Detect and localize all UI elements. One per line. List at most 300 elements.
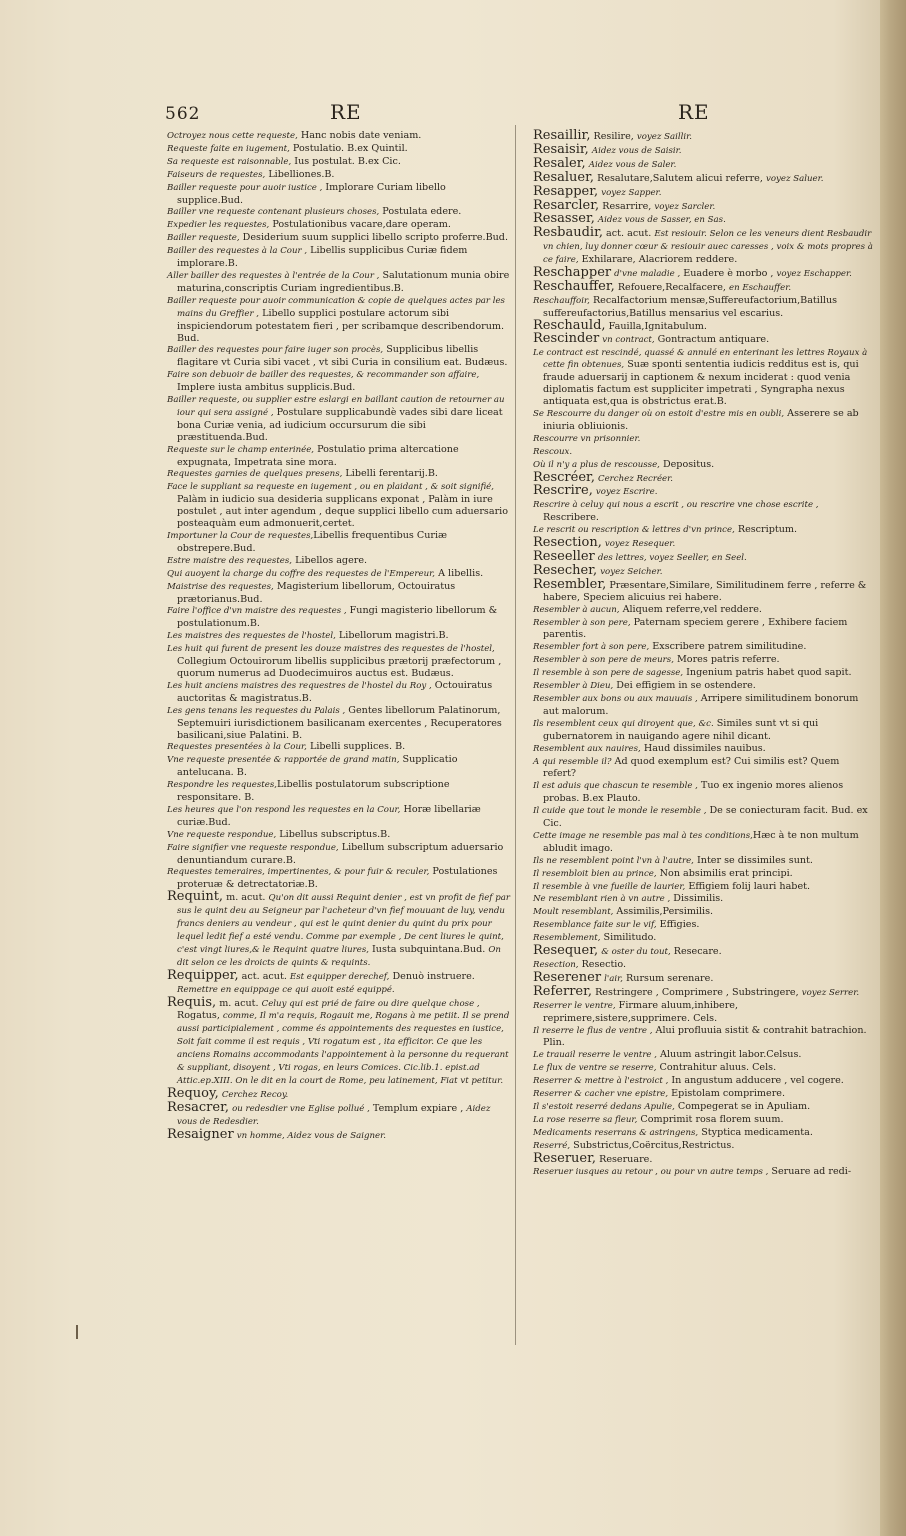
french-text: voyez Seicher. — [600, 566, 663, 577]
latin-text: Tuo ex ingenio mores alienos probas. B.ex Plauto. — [543, 780, 844, 805]
left-column — [167, 130, 511, 1143]
dictionary-entry — [533, 1025, 875, 1050]
latin-text: Templum expiare , — [369, 1102, 467, 1114]
dictionary-entry — [167, 156, 511, 169]
french-text: Il resembloit bien au prince, — [533, 868, 657, 879]
french-text: Il resemble à vne fueille de laurier, — [533, 881, 686, 892]
french-text: Requeste faite en iugement, — [167, 143, 290, 154]
latin-text: Gentes libellorum Palatinorum, Septemuiri iurisdictionem basilicanam exercentes , Recuperatores basilicani,siue Palatini. B. — [177, 704, 502, 741]
latin-text: Aluum astringit labor.Celsus. — [656, 1049, 802, 1061]
dictionary-entry — [533, 654, 875, 667]
latin-text: Asserere se ab iniuria obliuionis. — [543, 408, 859, 432]
dictionary-entry — [533, 499, 875, 524]
latin-text: Resalutare,Salutem alicui referre, — [594, 172, 766, 184]
french-text: Il s'estoit reserré dedans Apulie, — [533, 1101, 675, 1112]
entry-headword: Resasser, — [533, 211, 595, 227]
latin-text: Depositus. — [659, 458, 715, 470]
dictionary-entry — [167, 568, 511, 581]
dictionary-entry — [533, 1049, 875, 1062]
dictionary-entry — [533, 693, 875, 718]
french-text: comme, Il m'a requis, Rogauit me, Rogans à me petiit. Il se prend aussi participialement , comme és appointements des requestes en iustice, Soit fait comme il est requis , Vti rogatum est , ita efficitor. Ce que les anciens Romains accommodants l'appointement à la personne du requerant & suppliant, disoyent , Vti rogas, en leurs Comices. Cic.lib.1. epist.ad Attic.ep.XIII. On le dit en la court de Rome, peu latinement, Fiat vt petitur. — [177, 1011, 510, 1086]
french-text: Cerchez Recréer. — [598, 473, 674, 484]
dictionary-entry — [533, 617, 875, 642]
latin-text: Postulatio prima altercatione expugnata, Impetrata sine mora. — [177, 443, 459, 468]
dictionary-entry — [167, 182, 511, 207]
french-text: Reserrer & mettre à l'estroict , — [533, 1076, 669, 1087]
entry-headword: Requipper, — [167, 967, 239, 983]
entry-headword: Resapper, — [533, 183, 599, 199]
french-text: Le rescrit ou rescription & lettres d'vn prince, — [533, 525, 735, 536]
latin-text: Restringere , Comprimere , Substringere, — [592, 986, 802, 998]
french-text: Il reserre le flus de ventre , — [533, 1025, 653, 1036]
french-text: Aidez vous de Saler. — [588, 159, 677, 170]
french-text: Les huit qui furent de present les douze maistres des requestes de l'hostel, — [167, 644, 495, 655]
french-text: d'vne maladie , — [614, 269, 681, 280]
dictionary-entry — [533, 1075, 875, 1088]
running-head-left: RE — [330, 100, 362, 124]
latin-text: Octouiratus auctoritas & magistratus.B. — [177, 679, 493, 704]
dictionary-entry — [167, 130, 511, 143]
french-text: en Eschauffer. — [728, 282, 792, 293]
latin-text: Substrictus,Coërcitus,Restrictus. — [570, 1139, 735, 1151]
french-text: Sa requeste est raisonnable, — [167, 156, 292, 167]
french-text: Resembler à son pere de meurs, — [533, 655, 674, 666]
dictionary-entry — [167, 705, 511, 742]
french-text: Les maistres des requestes de l'hostel, — [167, 631, 336, 642]
dictionary-entry — [533, 855, 875, 868]
dictionary-entry — [167, 643, 511, 680]
french-text: Resemblance faite sur le vif, — [533, 920, 657, 931]
french-text: Resembler à son pere, — [533, 617, 631, 628]
french-text: Moult resemblant, — [533, 907, 614, 918]
french-text: Requestes presentées à la Cour, — [167, 742, 307, 753]
latin-text: Euadere è morbo , — [680, 268, 777, 280]
french-text: Est resiouir. Selon ce les veneurs dient Resbaudir vn chien, luy donner cœur & resiouir auec caresses , voix & mots propres à ce faire, — [543, 229, 873, 266]
dictionary-entry — [533, 433, 875, 446]
french-text: Faire l'office d'vn maistre des requestes , — [167, 606, 347, 617]
latin-text: Arripere similitudinem bonorum aut malorum. — [543, 692, 859, 717]
french-text: Resemblent aux nauires, — [533, 743, 641, 754]
page-gutter-shadow — [880, 0, 906, 1536]
latin-text: act. acut. — [238, 970, 290, 982]
latin-text: Seruare ad redi- — [768, 1165, 852, 1177]
latin-text: Recalfactorium mensæ,Suffereufactorium,Batillus suffereufactorius,Batillus mensarius vel escarius. — [543, 294, 838, 319]
column-rule — [515, 125, 516, 1345]
french-text: Requestes garnies de quelques presens, — [167, 469, 343, 480]
french-text: Bailler requeste pour auoir iustice , — [167, 182, 323, 193]
latin-text: In angustum adducere , vel cogere. — [668, 1075, 844, 1087]
latin-text: Libellis frequentibus Curiæ obstrepere.Bud. — [177, 530, 448, 554]
dictionary-entry — [533, 983, 875, 1000]
latin-text: m. acut. — [223, 892, 269, 904]
french-text: Bailler requeste, — [167, 233, 240, 244]
french-text: Resembler fort à son pere, — [533, 642, 650, 653]
dictionary-entry — [167, 143, 511, 156]
french-text: Vne requeste presentée & rapportée de grand matin, — [167, 755, 400, 766]
dictionary-entry — [533, 718, 875, 743]
dictionary-entry — [533, 743, 875, 756]
french-text: ou redesdier vne Eglise pollué , — [232, 1103, 370, 1114]
latin-text: Dissimilis. — [670, 893, 724, 905]
latin-text: Libellus subscriptus.B. — [276, 828, 391, 840]
entry-headword: Reschapper — [533, 265, 612, 281]
french-text: voyez Saluer. — [765, 173, 824, 184]
french-text: Vne requeste respondue, — [167, 829, 277, 840]
dictionary-entry — [167, 245, 511, 270]
french-text: Resemblement, — [533, 933, 601, 944]
latin-text: Resilire, — [590, 131, 637, 142]
latin-text: Refouere,Recalfacere, — [614, 281, 729, 293]
entry-headword: Referrer, — [533, 983, 593, 999]
dictionary-entry — [533, 680, 875, 693]
latin-text: Desiderium suum supplici libello scripto proferre.Bud. — [239, 232, 509, 244]
latin-text: Ingenium patris habet quod sapit. — [683, 667, 852, 679]
dictionary-entry — [167, 741, 511, 754]
french-text: Bailler requeste pour auoir communication & copie de quelques actes par les mains du Greffier , — [167, 295, 505, 319]
latin-text: Firmare aluum,inhibere, reprimere,sistere,supprimere. Cels. — [543, 999, 739, 1024]
latin-text: Libellorum magistri.B. — [335, 630, 449, 642]
latin-text: Palàm in iudicio sua desideria supplicans exponat , Palàm in iure postulet , aut inter agendum , deque supplici libello cum aduersario posteaquàm eum admonuerit,certet. — [177, 494, 508, 530]
dictionary-entry — [533, 604, 875, 617]
latin-text: Postulata edere. — [379, 206, 462, 218]
french-text: Importuner la Cour de requestes, — [167, 531, 314, 541]
french-text: On dit selon ce les droicts de quints & requints. — [177, 944, 501, 968]
dictionary-entry — [533, 1166, 875, 1179]
latin-text: Reseruare. — [596, 1153, 653, 1165]
latin-text: Præsentare,Similare, Similitudinem ferre , referre & habere, Speciem alicuius rei habere. — [543, 579, 867, 603]
dictionary-entry — [533, 1000, 875, 1025]
latin-text: Magisterium libellorum, Octouiratus prætorianus.Bud. — [177, 580, 456, 605]
french-text: Resembler à Dieu, — [533, 681, 614, 692]
french-text: Aidez vous de Sasser, en Sas. — [597, 215, 726, 226]
dictionary-entry — [167, 481, 511, 530]
french-text: Reserré, — [533, 1140, 571, 1151]
entry-headword: Resequer, — [533, 943, 599, 959]
latin-text: Libello supplici postulare actorum sibi inspiciendorum potestatem fieri , per scribamque describendorum. Bud. — [177, 307, 505, 344]
dictionary-entry — [533, 1127, 875, 1140]
french-text: Aller bailler des requestes à l'entrée de la Cour , — [167, 270, 380, 281]
entry-headword: Reschauffer, — [533, 278, 615, 294]
french-text: Est equipper derechef, — [289, 971, 390, 982]
entry-headword: Resbaudir, — [533, 225, 603, 241]
french-text: Ne resemblant rien à vn autre , — [533, 894, 671, 905]
latin-text: Postulationibus vacare,dare operam. — [269, 219, 451, 231]
french-text: Requeste sur le champ enterinée, — [167, 444, 315, 455]
latin-text: Fungi magisterio libellorum & postulationum.B. — [177, 605, 498, 630]
french-text: Expedier les requestes, — [167, 220, 270, 231]
latin-text: Suæ sponti sententia iudicis redditus est is, qui fraude aduersarij in captionem & nexum inciderat : quod venia diplomatis factum est suppliciter impetrati , Syngrapha nexus antiquata est,qua is obstrictus erat.B. — [543, 359, 859, 408]
dictionary-entry — [167, 1126, 511, 1143]
latin-text: Exscribere patrem similitudine. — [649, 641, 807, 653]
dictionary-entry — [167, 295, 511, 345]
french-text: Cerchez Recoy. — [221, 1089, 289, 1100]
entry-headword: Resembler, — [533, 576, 607, 592]
dictionary-entry — [533, 1062, 875, 1075]
french-text: Bailler des requestes pour faire iuger son procès, — [167, 345, 384, 356]
latin-text: Postulare supplicabundè vades sibi dare liceat bona Curiæ venia, ad iudicium occursurum die sibi præstituenda.Bud. — [177, 406, 503, 443]
dictionary-entry — [533, 641, 875, 654]
latin-text: Effigies. — [656, 919, 700, 931]
french-text: Le contract est rescindé, quassé & annulé en enterinant les lettres Royaux à cette fin obtenues, — [533, 347, 868, 371]
latin-text: Rescribere. — [543, 512, 599, 524]
dictionary-entry — [533, 667, 875, 680]
french-text: voyez Resequer. — [604, 539, 676, 550]
latin-text: Aliquem referre,vel reddere. — [619, 603, 762, 615]
french-text: Se Rescourre du danger où on estoit d'estre mis en oubli, — [533, 409, 785, 420]
entry-headword: Requoy, — [167, 1085, 219, 1101]
french-text: Ils resemblent ceux qui diroyent que, &c. — [533, 718, 714, 729]
french-text: Requestes temeraires, impertinentes, & pour fuir & reculer, — [167, 867, 430, 878]
french-text: Resection, — [533, 960, 579, 970]
latin-text: Horæ libellariæ curiæ.Bud. — [177, 803, 481, 828]
dictionary-entry — [167, 232, 511, 245]
french-text: Aidez vous de Saisir. — [591, 145, 682, 156]
dictionary-entry — [533, 295, 875, 320]
french-text: voyez Eschapper. — [776, 269, 852, 280]
french-text: Rescoux. — [533, 446, 573, 457]
dictionary-entry — [167, 468, 511, 481]
entry-headword: Resaillir, — [533, 128, 591, 143]
french-text: Respondre les requestes, — [167, 780, 277, 791]
dictionary-entry — [167, 994, 511, 1088]
dictionary-entry — [167, 891, 511, 969]
latin-text: Salutationum munia obire maturina,conscriptis Curiam ingredientibus.B. — [177, 269, 510, 294]
french-text: Resembler à aucun, — [533, 604, 620, 615]
latin-text: Implorare Curiam libello supplice.Bud. — [177, 181, 446, 206]
latin-text: Inter se dissimiles sunt. — [693, 854, 813, 866]
french-text: vn homme, Aidez vous de Saigner. — [236, 1130, 387, 1141]
latin-text: Resectio. — [578, 959, 627, 970]
dictionary-entry — [167, 270, 511, 295]
dictionary-entry — [533, 1150, 875, 1166]
french-text: La rose reserre sa fleur, — [533, 1114, 638, 1125]
latin-text: Rursum serenare. — [623, 972, 714, 984]
running-head-right: RE — [678, 100, 710, 124]
dictionary-entry — [167, 581, 511, 606]
entry-headword: Resacrer, — [167, 1099, 230, 1115]
dictionary-entry — [533, 1088, 875, 1101]
french-text: Il resemble à son pere de sagesse, — [533, 668, 684, 679]
dictionary-entry — [533, 893, 875, 906]
latin-text: Collegium Octouirorum libellis supplicibus prætorij præfectorum , quorum numerus ad Duodecimuiros auctus est. Budæus. — [177, 656, 502, 679]
entry-headword: Reserener — [533, 969, 602, 985]
latin-text: Denuò instruere. — [389, 970, 475, 982]
dictionary-entry — [533, 805, 875, 830]
entry-headword: Reseeller — [533, 549, 595, 564]
entry-headword: Requint, — [167, 889, 224, 905]
french-text: l'air, — [604, 973, 623, 984]
french-text: Medicaments reserrans & astringens, — [533, 1127, 699, 1138]
latin-text: Resarrire, — [599, 200, 655, 212]
french-text: voyez Sarcler. — [654, 201, 716, 212]
latin-text: Resecare. — [670, 946, 722, 958]
latin-text: A libellis. — [435, 567, 484, 579]
french-text: Qui auoyent la charge du coffre des requestes de l'Empereur, — [167, 568, 436, 579]
latin-text: act. acut. — [603, 228, 655, 240]
latin-text: Ad quod exemplum est? Cui similis est? Quem refert? — [543, 755, 840, 780]
french-text: Il est aduis que chascun te resemble , — [533, 781, 698, 792]
latin-text: Implere iusta ambitus supplicis.Bud. — [177, 382, 356, 394]
french-text: vn contract, — [602, 334, 655, 345]
french-text: Qu'on dit aussi Requint denier , est vn profit de fief par sus le quint deu au Seigneur par l'acheteur d'vn fief mouuant de luy, vendu francs deniers au vendeur , qui est le quint denier du quint du prix pour lequel ledit fief a esté vendu. Comme par exemple , De cent liures le quint, c'est vingt liures,& le Requint quatre liures, — [177, 893, 510, 955]
latin-text: Mores patris referre. — [673, 654, 780, 666]
latin-text: Haud dissimiles nauibus. — [640, 742, 766, 754]
dictionary-entry — [533, 278, 875, 295]
french-text: A qui resemble il? — [533, 756, 612, 767]
dictionary-entry — [167, 344, 511, 369]
dictionary-entry — [533, 446, 875, 459]
latin-text: Hanc nobis date veniam. — [297, 130, 422, 141]
latin-text: m. acut. — [216, 997, 262, 1009]
dictionary-entry — [167, 169, 511, 182]
latin-text: Postulationes proteruæ & detrectatoriæ.B. — [177, 866, 498, 891]
latin-text: Styptica medicamenta. — [698, 1126, 813, 1138]
dictionary-entry — [167, 866, 511, 891]
dictionary-entry — [533, 347, 875, 409]
latin-text: Fauilla,Ignitabulum. — [605, 320, 707, 332]
dictionary-entry — [167, 630, 511, 643]
latin-text: Ius postulat. B.ex Cic. — [291, 155, 401, 167]
dictionary-entry — [533, 881, 875, 894]
latin-text: Effigiem folij lauri habet. — [685, 880, 811, 892]
french-text: Rescrire à celuy qui nous a escrit , ou rescrire vne chose escrite , — [533, 500, 819, 511]
latin-text: Hæc à te non multum abludit imago. — [543, 829, 859, 854]
dictionary-entry — [167, 680, 511, 705]
dictionary-entry — [533, 906, 875, 919]
french-text: Celuy qui est prié de faire ou dire quelque chose , — [261, 998, 480, 1009]
dictionary-entry — [533, 485, 875, 499]
dictionary-entry — [167, 530, 511, 555]
latin-text: Postulatio. B.ex Quintil. — [289, 142, 408, 154]
dictionary-entry — [533, 780, 875, 805]
dictionary-entry — [167, 206, 511, 219]
latin-text: Compegerat se in Apuliam. — [674, 1100, 811, 1112]
dictionary-entry — [167, 829, 511, 842]
french-text: Maistrise des requestes, — [167, 581, 274, 592]
dictionary-entry — [167, 1099, 511, 1129]
entry-headword: Resaigner — [167, 1126, 234, 1142]
entry-headword: Resection, — [533, 535, 602, 551]
dictionary-entry — [167, 754, 511, 779]
french-text: des lettres, voyez Seeller, en Seel. — [597, 553, 747, 563]
entry-headword: Resaler, — [533, 155, 586, 171]
latin-text: Libellos agere. — [292, 554, 368, 566]
french-text: Cette image ne resemble pas mal à tes conditions, — [533, 830, 753, 841]
dictionary-entry — [533, 408, 875, 433]
french-text: voyez Serrer. — [801, 987, 860, 998]
french-text: Face le suppliant sa requeste en iugement , ou en plaidant , & soit signifié, — [167, 482, 495, 493]
dictionary-entry — [167, 219, 511, 232]
latin-text: Libellis postulatorum subscriptione responsitare. B. — [177, 779, 450, 804]
french-text: Les huit anciens maistres des requestres de l'hostel du Roy , — [167, 680, 432, 691]
entry-headword: Rescréer, — [533, 469, 595, 485]
french-text: Reserrer le ventre, — [533, 1000, 616, 1011]
dictionary-entry — [533, 756, 875, 781]
latin-text: Exhilarare, Alacriorem reddere. — [578, 254, 738, 266]
latin-text: Gontractum antiquare. — [654, 333, 770, 345]
french-text: Reschauffoir, — [533, 295, 590, 306]
dictionary-entry — [167, 555, 511, 568]
latin-text: Libellis supplicibus Curiæ fidem implorare.B. — [177, 245, 468, 270]
french-text: Il cuide que tout le monde le resemble , — [533, 806, 707, 817]
entry-headword: Resaisir, — [533, 141, 589, 157]
french-text: Reseruer iusques au retour , ou pour vn autre temps , — [533, 1166, 769, 1177]
french-text: Le flux de ventre se reserre, — [533, 1063, 657, 1074]
french-text: Remettre en equippage ce qui auoit esté equippé. — [177, 984, 395, 995]
french-text: Estre maistre des requestes, — [167, 555, 293, 566]
latin-text: Paternam speciem gerere , Exhibere faciem parentis. — [543, 616, 848, 641]
latin-text: Libelli supplices. B. — [306, 741, 406, 753]
french-text: Bailler vne requeste contenant plusieurs choses, — [167, 207, 380, 218]
french-text: Rescourre vn prisonnier. — [533, 433, 641, 444]
dictionary-entry — [167, 444, 511, 469]
latin-text: Libelliones.B. — [265, 168, 335, 180]
latin-text: Contrahitur aluus. Cels. — [656, 1062, 777, 1074]
dictionary-entry — [167, 842, 511, 867]
entry-headword: Resarcler, — [533, 197, 600, 213]
french-text: voyez Saillir. — [636, 132, 693, 142]
french-text: Bailler des requestes à la Cour , — [167, 246, 308, 257]
entry-headword: Rescrire, — [533, 483, 593, 499]
french-text: Aidez vous de Redesdier. — [177, 1103, 491, 1127]
latin-text: Similitudo. — [600, 932, 657, 944]
entry-headword: Rescinder — [533, 330, 600, 346]
latin-text: Supplicibus libellis flagitare vt Curia sibi vacet , vt sibi Curia in consilium eat. Budæus. — [177, 344, 508, 369]
dictionary-entry — [533, 919, 875, 932]
french-text: Le trauail reserre le ventre , — [533, 1050, 657, 1061]
latin-text: Rescriptum. — [734, 524, 798, 536]
entry-headword: Resaluer, — [533, 169, 595, 185]
french-text: Faiseurs de requestes, — [167, 169, 266, 180]
latin-text: Comprimit rosa florem suum. — [637, 1113, 784, 1125]
french-text: Ils ne resemblent point l'vn à l'autre, — [533, 855, 694, 866]
french-text: & oster du tout, — [601, 947, 671, 958]
dictionary-entry — [167, 804, 511, 829]
dictionary-entry — [533, 945, 875, 959]
latin-text: Libelli ferentarij.B. — [342, 468, 438, 480]
dictionary-entry — [533, 576, 875, 604]
dictionary-entry — [167, 779, 511, 804]
french-text: Où il n'y a plus de rescousse, — [533, 459, 660, 470]
latin-text: Epistolam comprimere. — [668, 1088, 786, 1100]
entry-headword: Requis, — [167, 994, 217, 1010]
latin-text: Supplicatio antelucana. B. — [177, 754, 458, 779]
latin-text: Non absimilis erat principi. — [656, 867, 793, 879]
dictionary-entry — [167, 605, 511, 630]
french-text: voyez Escrire. — [595, 487, 658, 498]
french-text: Faire son debuoir de bailler des requestes, & recommander son affaire, — [167, 370, 480, 381]
dictionary-entry — [167, 394, 511, 444]
entry-headword: Reschauld, — [533, 317, 606, 333]
dictionary-entry — [533, 868, 875, 881]
french-text: Resembler aux bons ou aux mauuais , — [533, 693, 698, 704]
entry-headword: Reseruer, — [533, 1150, 597, 1166]
latin-text: Alui profluuia sistit & contrahit batrachion. Plin. — [543, 1024, 867, 1049]
french-text: Octroyez nous cette requeste, — [167, 131, 298, 141]
right-column — [533, 130, 875, 1178]
latin-text: Assimilis,Persimilis. — [613, 906, 714, 918]
french-text: Les gens tenans les requestes du Palais , — [167, 705, 346, 716]
french-text: Les heures que l'on respond les requestes en la Cour, — [167, 804, 401, 815]
latin-text: De se coniecturam facit. Bud. ex Cic. — [543, 805, 868, 830]
latin-text: Iusta subquintana.Bud. — [368, 943, 489, 955]
dictionary-entry — [533, 1101, 875, 1114]
dictionary-entry — [533, 227, 875, 267]
latin-text: Dei effigiem in se ostendere. — [613, 680, 756, 692]
french-text: Reserrer & cacher vne epistre, — [533, 1089, 669, 1100]
entry-headword: Resecher, — [533, 562, 598, 578]
dictionary-entry — [167, 967, 511, 997]
